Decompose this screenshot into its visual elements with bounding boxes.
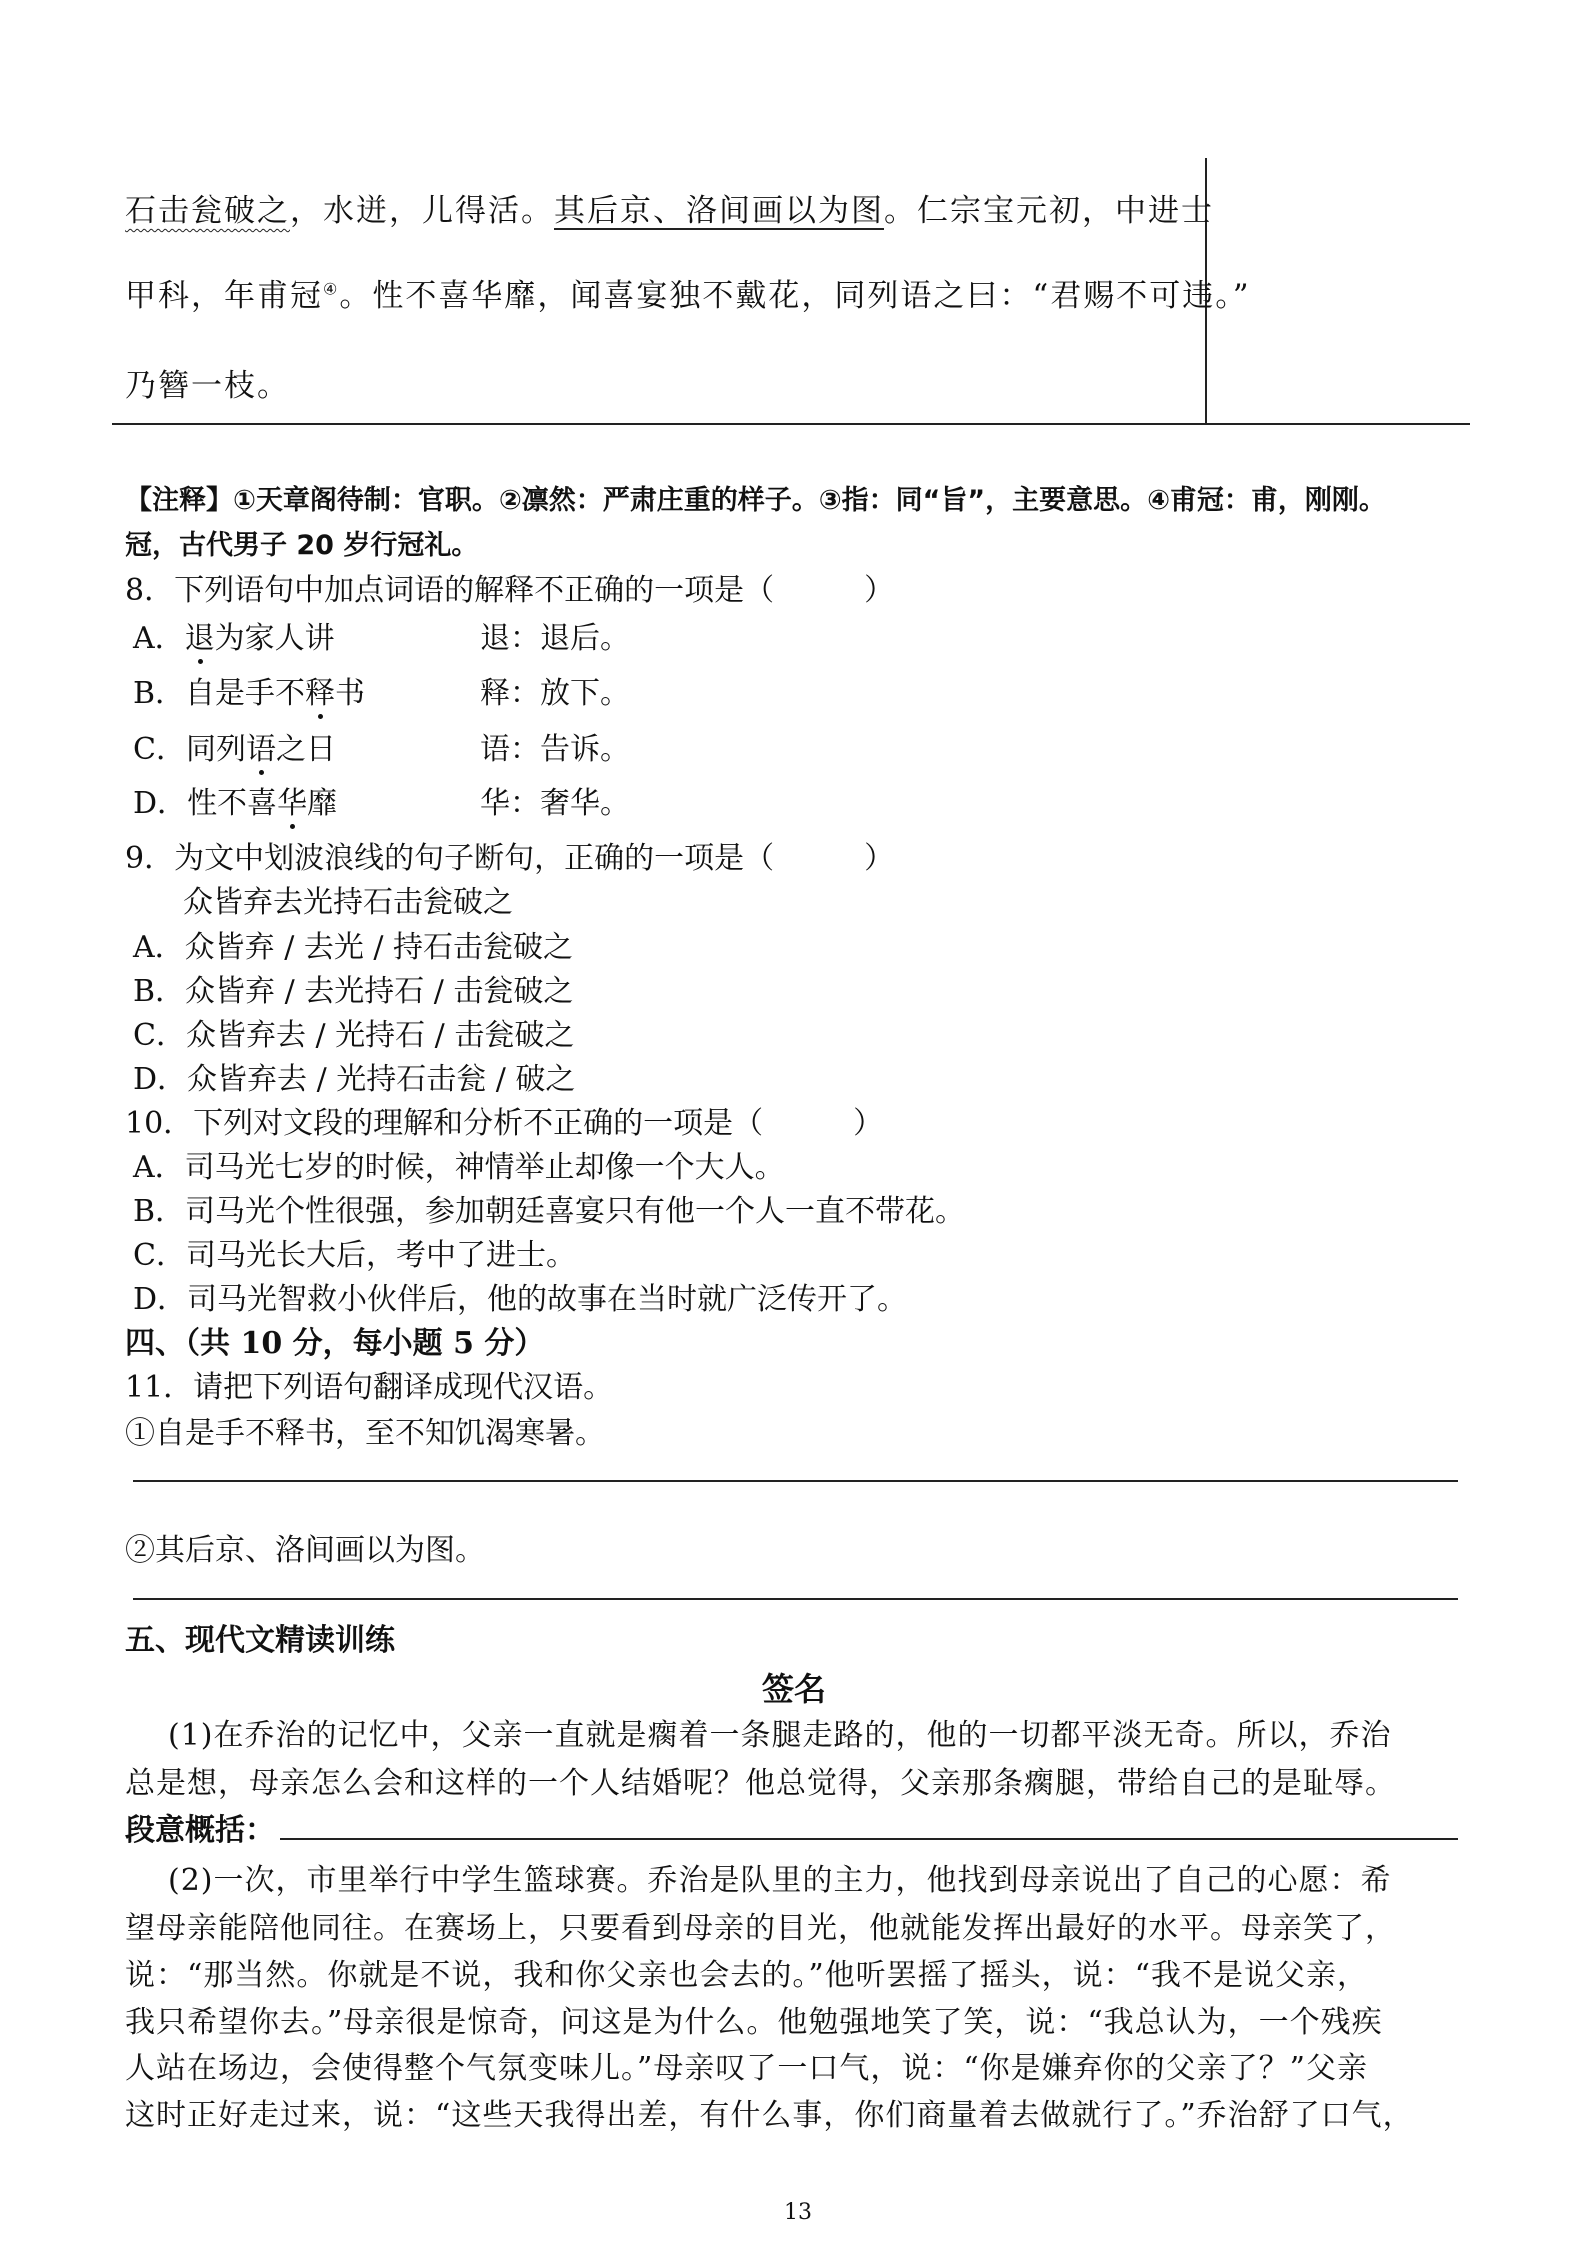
- q8-option-b-explanation: 释：放下。: [480, 676, 630, 711]
- q8-option-a: A．退为家人讲: [133, 621, 335, 656]
- summary-answer-line[interactable]: [280, 1838, 1458, 1840]
- summary-label: 段意概括：: [125, 1813, 275, 1848]
- dotted-char: 释: [305, 676, 336, 711]
- section-5-heading: 五、现代文精读训练: [125, 1623, 395, 1658]
- passage-box-bottom-border: [112, 423, 1470, 425]
- q8-option-b: B．自是手不释书: [133, 676, 366, 711]
- question-11-item-1: ①自是手不释书，至不知饥渴寒暑。: [125, 1416, 605, 1451]
- q10-option-d: D．司马光智救小伙伴后，他的故事在当时就广泛传开了。: [133, 1282, 908, 1317]
- notes-line-1: 【注释】①天章阁待制：官职。②凛然：严肃庄重的样子。③指：同“旨”，主要意思。④甫冠：甫，刚刚。: [125, 485, 1386, 516]
- essay-paragraph-2-line-1: (2)一次，市里举行中学生篮球赛。乔治是队里的主力，他找到母亲说出了自己的心愿：希: [168, 1863, 1392, 1898]
- question-8-stem: 8．下列语句中加点词语的解释不正确的一项是（ ）: [125, 573, 895, 608]
- question-9-sentence: 众皆弃去光持石击瓮破之: [183, 885, 513, 920]
- q8-option-a-explanation: 退：退后。: [480, 621, 630, 656]
- underlined-text: 其后京、洛间画以为图: [554, 193, 884, 229]
- q9-option-c: C．众皆弃去 / 光持石 / 击瓮破之: [133, 1018, 575, 1053]
- q8-option-d-explanation: 华：奢华。: [480, 786, 630, 821]
- essay-paragraph-1-line-2: 总是想，母亲怎么会和这样的一个人结婚呢？他总觉得，父亲那条瘸腿，带给自己的是耻辱。: [125, 1766, 1396, 1801]
- q8-option-c: C．同列语之日: [133, 732, 336, 767]
- q9-option-b: B．众皆弃 / 去光持石 / 击瓮破之: [133, 974, 574, 1009]
- question-10-stem: 10．下列对文段的理解和分析不正确的一项是（ ）: [125, 1106, 884, 1141]
- essay-title: 签名: [762, 1670, 827, 1708]
- q10-option-b: B．司马光个性很强，参加朝廷喜宴只有他一个人一直不带花。: [133, 1194, 966, 1229]
- dotted-char: 退: [184, 621, 215, 656]
- essay-paragraph-2-line-4: 我只希望你去。”母亲很是惊奇，问这是为什么。他勉强地笑了笑，说：“我总认为，一个残疾: [125, 2005, 1383, 2040]
- essay-paragraph-1-line-1: (1)在乔治的记忆中，父亲一直就是瘸着一条腿走路的，他的一切都平淡无奇。所以，乔治: [168, 1718, 1392, 1753]
- essay-paragraph-2-line-2: 望母亲能陪他同往。在赛场上，只要看到母亲的目光，他就能发挥出最好的水平。母亲笑了，: [125, 1911, 1396, 1946]
- question-11-stem: 11．请把下列语句翻译成现代汉语。: [125, 1370, 614, 1405]
- section-4-heading: 四、（共 10 分，每小题 5 分）: [125, 1326, 545, 1361]
- question-11-item-2: ②其后京、洛间画以为图。: [125, 1533, 485, 1568]
- answer-line-2[interactable]: [133, 1598, 1458, 1600]
- q8-option-c-explanation: 语：告诉。: [480, 732, 630, 767]
- dotted-char: 语: [245, 732, 276, 767]
- q10-option-a: A．司马光七岁的时候，神情举止却像一个大人。: [133, 1150, 785, 1185]
- essay-paragraph-2-line-5: 人站在场边，会使得整个气氛变味儿。”母亲叹了一口气，说：“你是嫌弃你的父亲了？”父亲: [125, 2051, 1369, 2086]
- page-number: 13: [784, 2200, 812, 2225]
- essay-paragraph-2-line-3: 说：“那当然。你就是不说，我和你父亲也会去的。”他听罢摇了摇头，说：“我不是说父亲，: [125, 1958, 1369, 1993]
- wavy-underlined-text: 石击瓮破之: [125, 193, 290, 229]
- q9-option-a: A．众皆弃 / 去光 / 持石击瓮破之: [133, 930, 574, 965]
- essay-paragraph-2-line-6: 这时正好走过来，说：“这些天我得出差，有什么事，你们商量着去做就行了。”乔治舒了口气，: [125, 2098, 1414, 2133]
- question-9-stem: 9．为文中划波浪线的句子断句，正确的一项是（ ）: [125, 841, 895, 876]
- passage-line-1: 石击瓮破之，水迸，儿得活。其后京、洛间画以为图。仁宗宝元初，中进士: [125, 193, 1214, 229]
- q9-option-d: D．众皆弃去 / 光持石击瓮 / 破之: [133, 1062, 576, 1097]
- answer-line-1[interactable]: [133, 1480, 1458, 1482]
- q8-option-d: D．性不喜华靡: [133, 786, 338, 821]
- notes-line-2: 冠，古代男子 20 岁行冠礼。: [125, 530, 479, 561]
- passage-line-2: 甲科，年甫冠④。性不喜华靡，闻喜宴独不戴花，同列语之曰：“君赐不可违。”: [125, 278, 1251, 314]
- q10-option-c: C．司马光长大后，考中了进士。: [133, 1238, 576, 1273]
- dotted-char: 华: [277, 786, 308, 821]
- passage-line-3: 乃簪一枝。: [125, 368, 290, 404]
